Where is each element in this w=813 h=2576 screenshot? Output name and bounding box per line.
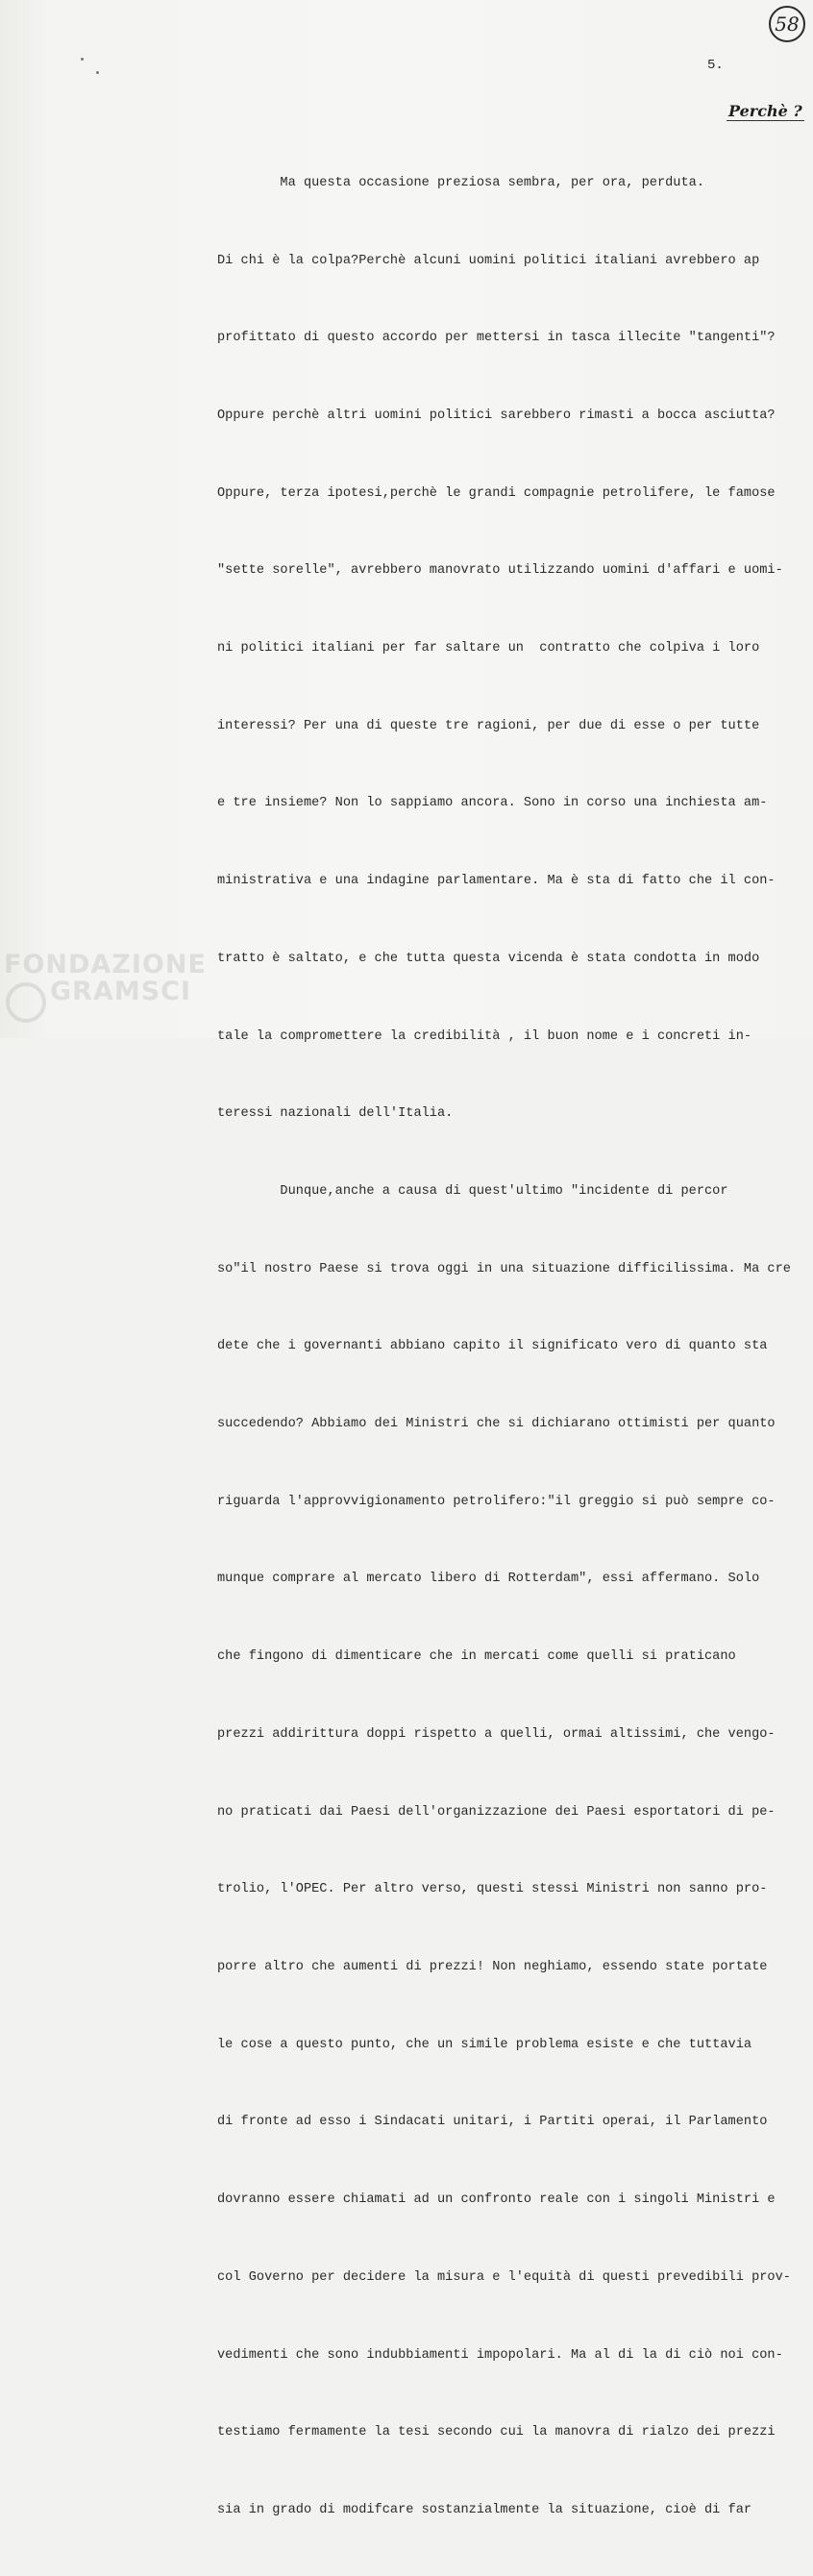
text-line: no praticati dai Paesi dell'organizzazione dei Paesi esportatori di pe- (217, 1804, 776, 1820)
text-line: tale la compromettere la credibilità , il buon nome e i concreti in- (217, 1028, 752, 1044)
body-text (217, 119, 794, 2576)
text-line: sia in grado di modifcare sostanzialmente la situazione, cioè di far (217, 2502, 752, 2517)
text-line: Oppure perchè altri uomini politici sarebbero rimasti a bocca asciutta? (217, 408, 776, 423)
text-line: Oppure, terza ipotesi,perchè le grandi compagnie petrolifere, le famose (217, 485, 776, 501)
text-line: prezzi addirittura doppi rispetto a quelli, ormai altissimi, che vengo- (217, 1726, 776, 1742)
text-line: le cose a questo punto, che un simile problema esiste e che tuttavia (217, 2037, 752, 2052)
handwritten-margin-note: Perchè ? (728, 102, 802, 120)
watermark-line2: GRAMSCI (50, 977, 192, 1006)
text-line: Di chi è la colpa?Perchè alcuni uomini politici italiani avrebbero ap (217, 253, 760, 268)
text-line: profittato di questo accordo per mettersi in tasca illecite "tangenti"? (217, 331, 776, 346)
text-line: teressi nazionali dell'Italia. (217, 1106, 454, 1122)
text-line: "sette sorelle", avrebbero manovrato utilizzando uomini d'affari e uomi- (217, 563, 783, 579)
watermark-line1: FONDAZIONE (4, 950, 207, 979)
ink-speck (81, 58, 84, 61)
text-line: munque comprare al mercato libero di Rotterdam", essi affermano. Solo (217, 1572, 760, 1587)
text-line: e tre insieme? Non lo sappiamo ancora. Sono in corso una inchiesta am- (217, 796, 768, 811)
text-line: ministrativa e una indagine parlamentare. Ma è sta di fatto che il con- (217, 874, 776, 889)
text-line: Dunque,anche a causa di quest'ultimo "incidente di percor (217, 1183, 728, 1199)
text-line: vedimenti che sono indubbiamenti impopolari. Ma al di la di ciò noi con- (217, 2347, 783, 2363)
text-line: so"il nostro Paese si trova oggi in una situazione difficilissima. Ma cre (217, 1261, 791, 1276)
page-number: 5. (707, 58, 724, 73)
text-line: col Governo per decidere la misura e l'equità di questi prevedibili prov- (217, 2269, 791, 2285)
text-line: dovranno essere chiamati ad un confronto reale con i singoli Ministri e (217, 2192, 776, 2208)
text-line: tratto è saltato, e che tutta questa vicenda è stata condotta in modo (217, 951, 760, 966)
text-line: testiamo fermamente la tesi secondo cui la manovra di rialzo dei prezzi (217, 2425, 776, 2440)
text-line: interessi? Per una di queste tre ragioni, per due di esse o per tutte (217, 718, 760, 733)
archive-page-stamp: 58 (769, 6, 805, 42)
text-line: porre altro che aumenti di prezzi! Non neghiamo, essendo state portate (217, 1959, 768, 1974)
text-line: trolio, l'OPEC. Per altro verso, questi stessi Ministri non sanno pro- (217, 1882, 768, 1897)
ink-speck (96, 71, 99, 74)
text-line: ni politici italiani per far saltare un contratto che colpiva i loro (217, 641, 760, 656)
text-line: dete che i governanti abbiano capito il significato vero di quanto sta (217, 1339, 768, 1354)
text-line: Ma questa occasione preziosa sembra, per ora, perduta. (217, 175, 705, 190)
text-line: di fronte ad esso i Sindacati unitari, i Partiti operai, il Parlamento (217, 2115, 768, 2130)
text-line: succedendo? Abbiamo dei Ministri che si dichiarano ottimisti per quanto (217, 1417, 776, 1432)
text-line: che fingono di dimenticare che in mercati come quelli si praticano (217, 1649, 736, 1665)
watermark (4, 952, 207, 1005)
text-line: riguarda l'approvvigionamento petrolifero:"il greggio si può sempre co- (217, 1494, 776, 1509)
